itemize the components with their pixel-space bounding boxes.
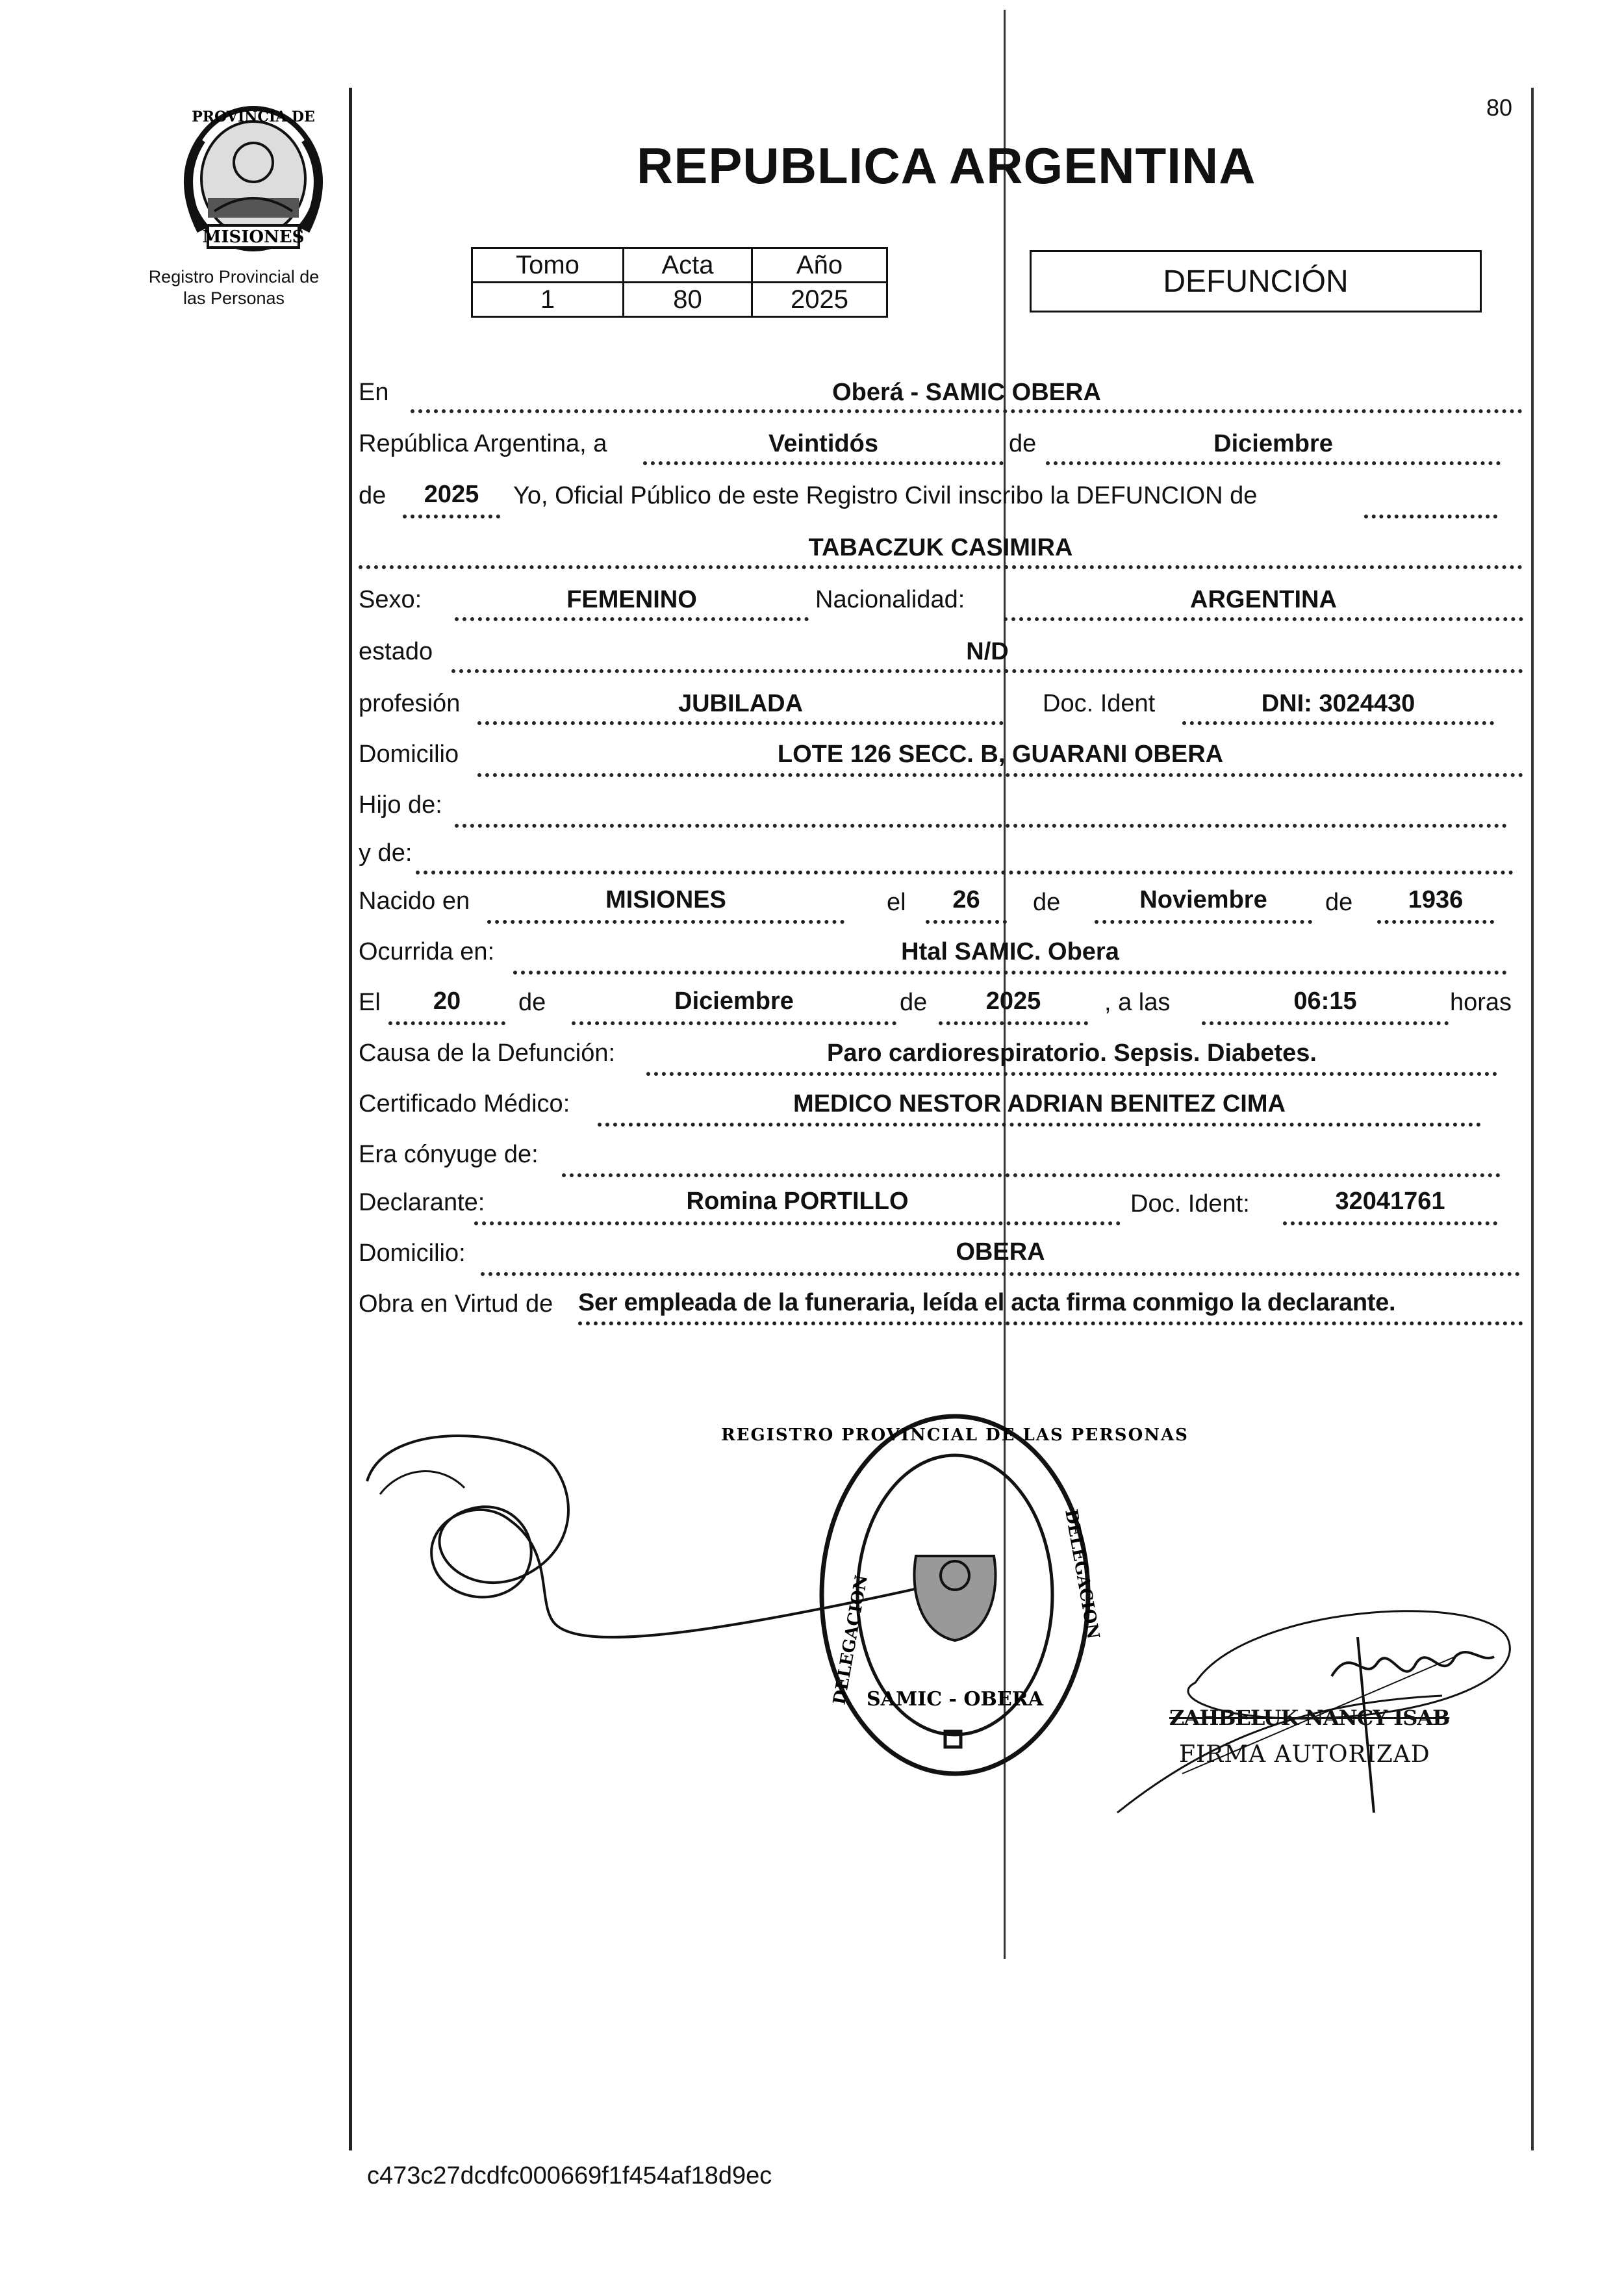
value-def-mes: Diciembre <box>674 988 794 1015</box>
dots-y-de <box>416 871 1514 874</box>
label-domicilio: Domicilio <box>359 741 459 768</box>
dots-nacido-en <box>487 920 844 924</box>
label-ocurrida-en: Ocurrida en: <box>359 938 495 965</box>
dots-nac-mes <box>1095 920 1312 924</box>
label-y-de: y de: <box>359 839 412 867</box>
stamp-bottom-text: SAMIC - OBERA <box>867 1688 1043 1711</box>
registry-label-line1: Registro Provincial de <box>148 267 320 287</box>
reference-table <box>471 247 888 318</box>
stamp-right-text: DELEGACION <box>1061 1508 1103 1641</box>
label-a-las: , a las <box>1104 989 1171 1016</box>
label-nacido-en: Nacido en <box>359 887 470 915</box>
stamp-outer-text: REGISTRO PROVINCIAL DE LAS PERSONAS <box>721 1425 1189 1445</box>
dots-doc <box>1182 721 1494 725</box>
value-mes: Diciembre <box>1213 430 1333 457</box>
label-republica: República Argentina, a <box>359 430 607 457</box>
label-nacionalidad: Nacionalidad: <box>815 586 965 613</box>
value-ocurrida-en: Htal SAMIC. Obera <box>901 938 1119 965</box>
value-certificado: MEDICO NESTOR ADRIAN BENITEZ CIMA <box>793 1090 1286 1117</box>
value-def-anio: 2025 <box>985 988 1041 1015</box>
label-estado: estado <box>359 638 433 665</box>
dots-profesion <box>477 721 1004 725</box>
document-hash: c473c27dcdfc000669f1f454af18d9ec <box>367 2162 772 2189</box>
label-el-cap: El <box>359 989 381 1016</box>
label-doc-ident: Doc. Ident <box>1043 690 1156 717</box>
left-binding-line <box>349 88 352 2150</box>
official-signature <box>1117 1566 1546 1839</box>
dots-def-mes <box>572 1021 896 1025</box>
document-type-box <box>1030 250 1482 312</box>
value-tomo: 1 <box>472 283 624 317</box>
registry-label-line2: las Personas <box>183 288 285 308</box>
label-de-1: de <box>1009 430 1037 457</box>
page-title: REPUBLICA ARGENTINA <box>637 137 1256 194</box>
dots-estado <box>451 669 1523 673</box>
value-obra: Ser empleada de la funeraria, leída el acta firma conmigo la declarante. <box>578 1289 1396 1316</box>
value-estado: N/D <box>966 638 1009 665</box>
dots-causa <box>646 1072 1497 1076</box>
dots-nombre <box>359 565 1523 569</box>
label-de-5: de <box>518 989 546 1016</box>
header-anio: Año <box>752 248 887 283</box>
official-stamp <box>721 1400 1189 1790</box>
province-emblem <box>162 101 344 257</box>
value-declarante-doc: 32041761 <box>1335 1188 1445 1215</box>
dots-en <box>411 409 1523 413</box>
dots-def-anio <box>939 1021 1088 1025</box>
label-causa: Causa de la Defunción: <box>359 1039 616 1067</box>
label-de-3: de <box>1033 889 1061 916</box>
dots-declarante-domicilio <box>481 1272 1520 1276</box>
signatory-role: FIRMA AUTORIZAD <box>1179 1741 1430 1768</box>
right-edge-line <box>1531 88 1534 2150</box>
emblem-text-bottom: MISIONES <box>202 227 305 247</box>
document-type: DEFUNCIÓN <box>1163 264 1349 299</box>
value-hora: 06:15 <box>1293 988 1357 1015</box>
registry-label <box>127 266 341 309</box>
value-nacionalidad: ARGENTINA <box>1190 586 1337 613</box>
label-conyuge: Era cónyuge de: <box>359 1141 539 1168</box>
label-declarante: Declarante: <box>359 1189 485 1216</box>
dots-ocurrida <box>513 971 1507 975</box>
reference-value-row <box>472 283 887 317</box>
value-profesion: JUBILADA <box>678 690 804 717</box>
label-hijo-de: Hijo de: <box>359 791 442 819</box>
value-sexo: FEMENINO <box>566 586 697 613</box>
dots-nac-dia <box>926 920 1007 924</box>
label-doc-ident-2: Doc. Ident: <box>1130 1190 1250 1218</box>
value-declarante-domicilio: OBERA <box>956 1238 1045 1266</box>
dots-dia <box>643 461 1004 465</box>
label-en: En <box>359 379 389 406</box>
value-nombre: TABACZUK CASIMIRA <box>808 534 1073 561</box>
reference-header-row <box>472 248 887 283</box>
label-domicilio-2: Domicilio: <box>359 1240 466 1267</box>
dots-declarante-doc <box>1283 1221 1497 1225</box>
label-de-2: de <box>359 482 387 509</box>
label-obra: Obra en Virtud de <box>359 1290 553 1318</box>
dots-yo <box>1364 515 1497 518</box>
value-nac-anio: 1936 <box>1408 886 1464 913</box>
dots-sexo <box>455 617 809 621</box>
dots-hora <box>1202 1021 1449 1025</box>
dots-mes <box>1046 461 1501 465</box>
label-horas: horas <box>1450 989 1512 1016</box>
label-yo: Yo, Oficial Público de este Registro Civil inscribo la DEFUNCION de <box>513 482 1258 509</box>
dots-domicilio <box>477 773 1523 777</box>
page-number: 80 <box>1486 94 1513 121</box>
signatory-name: ZAHBELUK NANCY ISAB <box>1169 1705 1450 1730</box>
dots-nac-anio <box>1377 920 1494 924</box>
value-lugar: Oberá - SAMIC OBERA <box>832 379 1101 406</box>
value-declarante: Romina PORTILLO <box>686 1188 909 1215</box>
dots-declarante <box>474 1221 1121 1225</box>
value-anio: 2025 <box>424 481 479 508</box>
value-acta: 80 <box>624 283 752 317</box>
dots-anio <box>403 515 500 518</box>
label-certificado: Certificado Médico: <box>359 1090 570 1117</box>
value-nacido-en: MISIONES <box>605 886 726 913</box>
dots-def-dia <box>388 1021 505 1025</box>
value-def-dia: 20 <box>433 988 461 1015</box>
value-nac-mes: Noviembre <box>1139 886 1267 913</box>
header-acta: Acta <box>624 248 752 283</box>
dots-obra <box>578 1321 1523 1325</box>
value-documento: DNI: 3024430 <box>1261 690 1415 717</box>
stamp-left-text: DELEGACION <box>830 1573 872 1707</box>
dots-nacionalidad <box>1004 617 1523 621</box>
value-causa: Paro cardiorespiratorio. Sepsis. Diabetes. <box>827 1039 1317 1067</box>
dots-certificado <box>598 1123 1481 1127</box>
value-nac-dia: 26 <box>952 886 980 913</box>
value-anio: 2025 <box>752 283 887 317</box>
emblem-text-top: PROVINCIA DE <box>192 108 315 125</box>
label-el: el <box>887 889 906 916</box>
label-de-6: de <box>900 989 928 1016</box>
value-dia-texto: Veintidós <box>768 430 878 457</box>
label-de-4: de <box>1325 889 1353 916</box>
label-sexo: Sexo: <box>359 586 422 613</box>
dots-conyuge <box>562 1173 1501 1177</box>
value-domicilio: LOTE 126 SECC. B, GUARANI OBERA <box>777 741 1224 768</box>
label-profesion: profesión <box>359 690 461 717</box>
dots-hijo-de <box>455 824 1507 828</box>
header-tomo: Tomo <box>472 248 624 283</box>
